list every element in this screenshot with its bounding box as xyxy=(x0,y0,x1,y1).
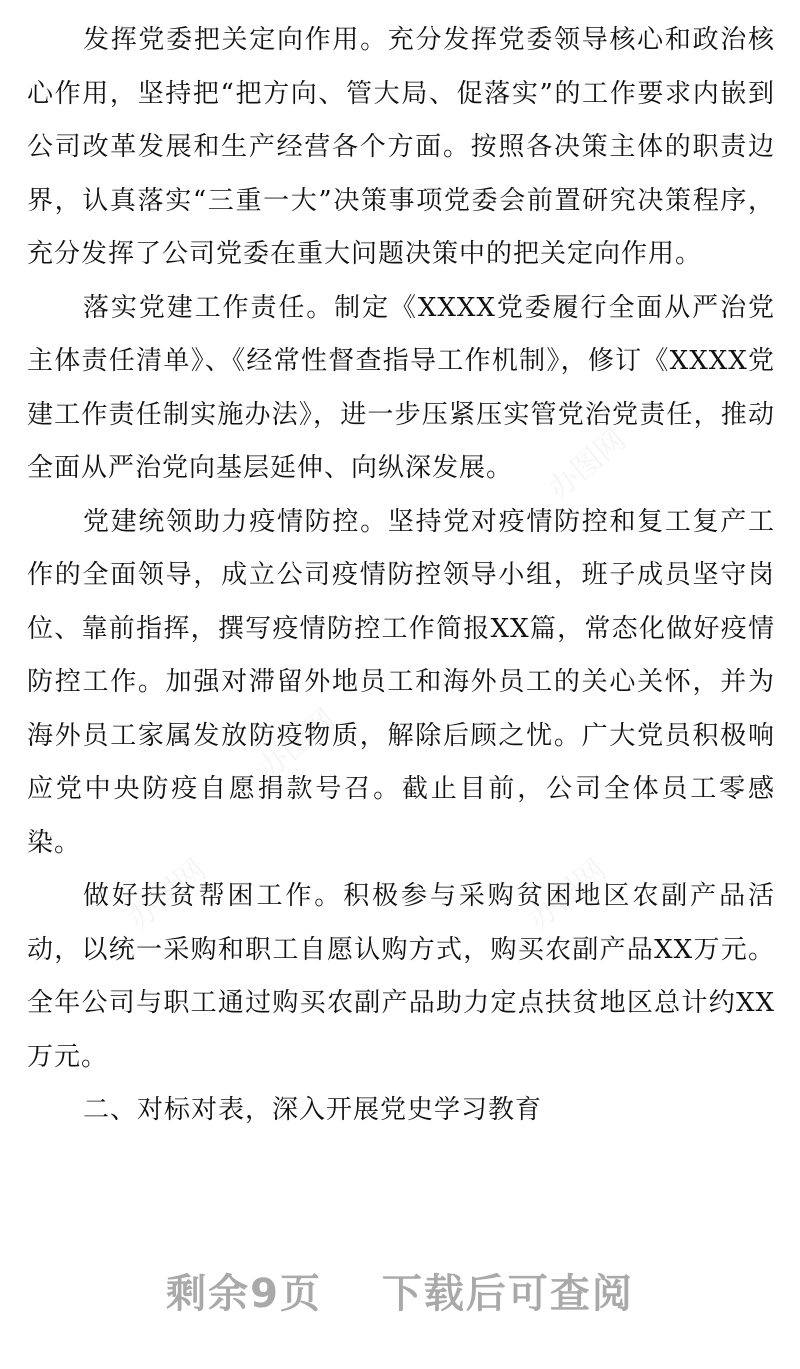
download-banner[interactable] xyxy=(0,1262,800,1319)
remaining-pages-label: 剩余9页 xyxy=(166,1271,322,1317)
section-heading: 二、对标对表，深入开展党史学习教育 xyxy=(83,1095,543,1125)
download-prompt-label[interactable]: 下载后可查阅 xyxy=(381,1271,634,1317)
paragraph: 发挥党委把关定向作用。充分发挥党委领导核心和政治核心作用，坚持把“把方向、管大局、促落实”的工作要求内嵌到公司改革发展和生产经营各个方面。按照各决策主体的职责边界，认真落实“三重一大”决策事项党委会前置研究决策程序，充分发挥了公司党委在重大问题决策中的把关定向作用。 xyxy=(27,25,775,269)
paragraph: 做好扶贫帮困工作。积极参与采购贫困地区农副产品活动，以统一采购和职工自愿认购方式，购买农副产品XX万元。全年公司与职工通过购买农副产品助力定点扶贫地区总计约XX万元。 xyxy=(27,881,775,1072)
document-body xyxy=(27,14,775,1138)
paragraph: 落实党建工作责任。制定《XXXX党委履行全面从严治党主体责任清单》、《经常性督查指导工作机制》，修订《XXXX党建工作责任制实施办法》，进一步压紧压实管党治党责任，推动全面从严治党向基层延伸、向纵深发展。 xyxy=(27,292,775,483)
paragraph: 党建统领助力疫情防控。坚持党对疫情防控和复工复产工作的全面领导，成立公司疫情防控领导小组，班子成员坚守岗位、靠前指挥，撰写疫情防控工作简报XX篇，常态化做好疫情防控工作。加强对滞留外地员工和海外员工的关心关怀，并为海外员工家属发放防疫物质，解除后顾之忧。广大党员积极响应党中央防疫自愿捐款号召。截止目前，公司全体员工零感染。 xyxy=(27,506,775,858)
